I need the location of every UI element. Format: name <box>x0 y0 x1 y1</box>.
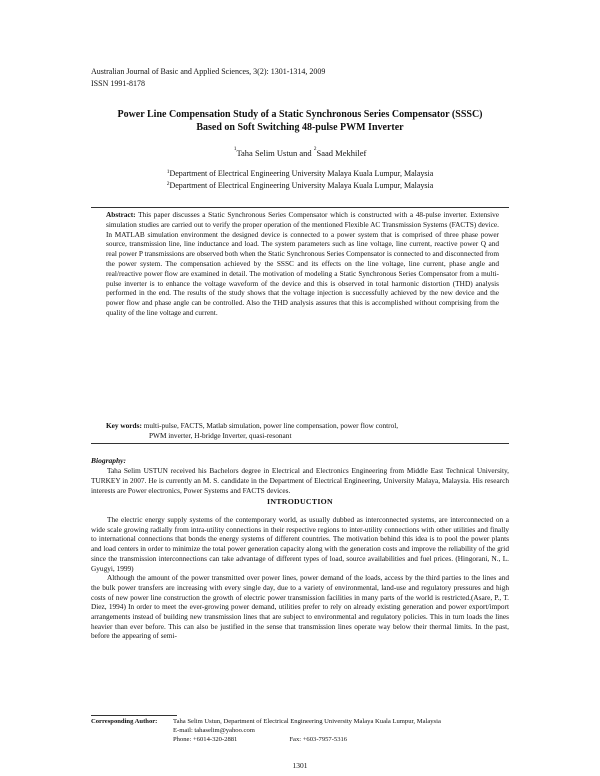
corresponding-author-fax: Fax: +603-7957-5316 <box>289 736 348 743</box>
affiliation-1 <box>60 168 540 180</box>
corresponding-author-contact <box>91 735 509 744</box>
corresponding-author-text: Taha Selim Ustun, Department of Electrical Engineering University Malaya Kuala Lumpur, Malaysia <box>173 718 441 725</box>
title-line-2: Based on Soft Switching 48-pulse PWM Inverter <box>196 122 404 133</box>
biography-label: Biography: <box>91 456 127 465</box>
footnote-rule <box>91 715 177 716</box>
introduction-paragraph-1: The electric energy supply systems of the contemporary world, as usually dubbed as interconnected systems, are interconnected on a wide scale growing radially from intra-utility connections in their respective regions to inter-utility connections with other utilities and finally to international connections that bonds the energy systems of different countries. The motivation behind this idea is to pool the power plants and load centers in order to minimize the total power generation capacity along with the generation costs and improve the reliability of the grid since the transmission interconnections can take advantage of different types of load, source availabilities and fuel prices. (Hingorani, N., L. Gyugyi, 1999) <box>91 515 509 573</box>
corresponding-author <box>91 717 509 744</box>
corresponding-author-row <box>91 717 509 726</box>
affiliation-1-text: Department of Electrical Engineering University Malaya Kuala Lumpur, Malaysia <box>169 169 434 178</box>
corresponding-author-email: E-mail: tahaselim@yahoo.com <box>173 727 255 734</box>
abstract-text: This paper discusses a Static Synchronous Series Compensator which is constructed with a 48-pulse inverter. Extensive simulation studies are carried out to verify the proper operation of the mentioned Flexible AC Transmission Systems (FACTS) device. In MATLAB simulation environment the designed device is connected to a power system that is comprised of three phase power source, transmission line, line inductance and load. The system parameters such as line voltage, line current, reactive power Q and real power P transmissions are observed both when the Static Synchronous Series Compensator is connected to and disconnected from the power system. The compensation achieved by the SSSC and its effects on the line voltage, line current, phase angle and real/reactive power flow are examined in detail. The motivation of modeling a Static Synchronous Series Compensator from a multi-pulse inverter is to enhance the voltage waveform of the device and this is observed in total harmonic distortion (THD) analysis performed in the end. The results of the study shows that the voltage injection is successfully achieved by the new device and the power flow and phase angle can be controlled. Also the THD analysis assures that this is accomplished without comprising from the quality of the line voltage and current. <box>106 210 499 317</box>
journal-citation: Australian Journal of Basic and Applied Sciences, 3(2): 1301-1314, 2009 <box>91 67 326 76</box>
affiliation-2 <box>60 180 540 192</box>
author-1: Taha Selim Ustun and <box>236 148 314 158</box>
author-2: Saad Mekhilef <box>316 148 367 158</box>
keywords-label: Key words: <box>106 421 142 430</box>
affiliation-1-sup: 1 <box>166 169 170 175</box>
affiliation-2-sup: 2 <box>166 181 170 187</box>
author-list <box>60 148 540 158</box>
affiliations <box>60 168 540 192</box>
page-number: 1301 <box>292 761 308 770</box>
introduction-body <box>91 515 509 641</box>
title-line-1: Power Line Compensation Study of a Static Synchronous Series Compensator (SSSC) <box>117 109 483 120</box>
abstract <box>106 210 499 318</box>
keywords <box>106 421 499 441</box>
biography-text: Taha Selim USTUN received his Bachelors degree in Electrical and Electronics Engineering from Middle East Technical University, TURKEY in 2007. He is currently an M. S. candidate in the Department of Electrical Engineering, University Malaya, Malaysia. His research interests are Power electronics, Power Systems and FACTS devices. <box>91 466 509 495</box>
introduction-paragraph-2: Although the amount of the power transmitted over power lines, power demand of the loads, access by the third parties to the lines and the bulk power transfers are increasing with every single day, due to a variety of environmental, land-use and regulatory pressures and high costs of new power line construction the growth of electric power transmission facilities in many parts of the world is restricted.(Asare, P., T. Diez, 1994) In order to meet the ever-growing power demand, utilities prefer to rely on already existing generation and power export/import arrangements instead of building new transmission lines that are subject to environmental and regulatory policies. This in turn loads the lines heavier than ever before. This can also be justified in the sense that transmission lines operate way below their thermal limits. In the past, before the appearing of semi- <box>91 573 509 641</box>
corresponding-author-label: Corresponding Author: <box>91 718 158 725</box>
author-2-sup: 2 <box>313 146 317 152</box>
journal-issn: ISSN 1991-8178 <box>91 79 146 88</box>
keywords-line-2: PWM inverter, H-bridge Inverter, quasi-resonant <box>149 430 292 440</box>
keywords-line-1: multi-pulse, FACTS, Matlab simulation, power line compensation, power flow control, <box>141 421 399 430</box>
paper-title <box>60 108 540 134</box>
abstract-label: Abstract: <box>106 210 136 219</box>
journal-header <box>91 66 325 90</box>
author-1-sup: 1 <box>233 146 237 152</box>
corresponding-author-phone: Phone: +6014-320-2881 <box>173 736 238 743</box>
affiliation-2-text: Department of Electrical Engineering University Malaya Kuala Lumpur, Malaysia <box>169 181 434 190</box>
introduction-heading: INTRODUCTION <box>267 497 333 506</box>
